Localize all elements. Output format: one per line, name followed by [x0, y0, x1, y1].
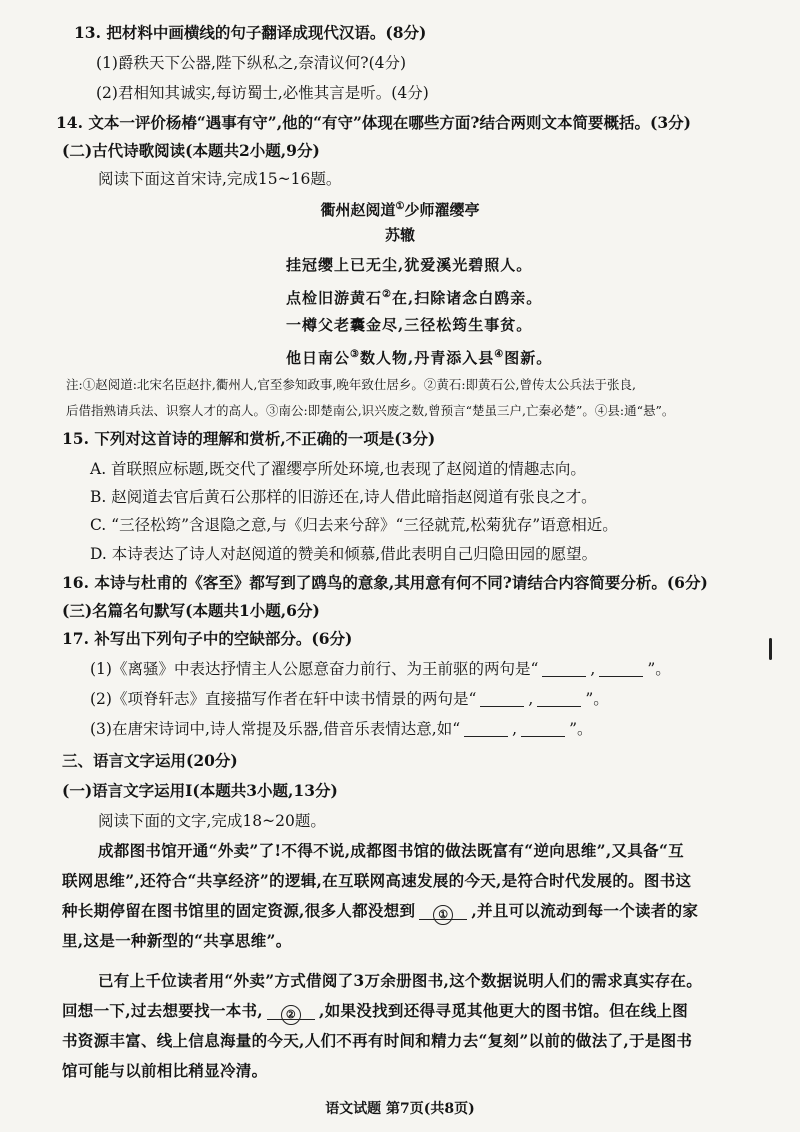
passage-p2-line4: 馆可能与以前相比稍显冷清。 — [62, 1061, 268, 1080]
blank-marker-2: ② — [281, 1005, 301, 1025]
poem-line-2-note: ② — [382, 289, 392, 300]
q17-comma: , — [512, 720, 518, 738]
q17-blank-2b[interactable] — [537, 690, 581, 707]
q17-blank-1a[interactable] — [542, 660, 586, 677]
poem-line-4b: 数人物,丹青添入县 — [359, 349, 495, 367]
poem-title-part1: 衢州赵阅道 — [320, 201, 396, 219]
poem-title-part2: 少师濯缨亭 — [404, 201, 480, 219]
poem-notes-line1: 注:①赵阅道:北宋名臣赵抃,衢州人,官至参知政事,晚年致仕居乡。②黄石:即黄石公,曾传太公兵法于张良, — [66, 377, 637, 392]
page-footer: 语文试题 第7页(共8页) — [325, 1101, 475, 1117]
q15-option-d: D. 本诗表达了诗人对赵阅道的赞美和倾慕,借此表明自己归隐田园的愿望。 — [90, 545, 598, 563]
poem-line-3: 一樽父老囊金尽,三径松筠生事贫。 — [286, 316, 533, 334]
q17-comma: , — [590, 660, 596, 678]
q15-option-b: B. 赵阅道去官后黄石公那样的旧游还在,诗人借此暗指赵阅道有张良之才。 — [90, 488, 597, 506]
q16-stem: 16. 本诗与杜甫的《客至》都写到了鸥鸟的意象,其用意有何不同?请结合内容简要分析。(6分) — [62, 573, 708, 592]
q13-sub1: (1)爵秩天下公器,陛下纵私之,奈清议何?(4分) — [96, 54, 407, 72]
q17-close: ”。 — [585, 690, 609, 708]
passage-p1-line3-post: ,并且可以流动到每一个读者的家 — [471, 901, 699, 920]
q17-close: ”。 — [569, 720, 593, 738]
poem-line-4 — [286, 344, 552, 369]
part-3-heading: 三、语言文字运用(20分) — [62, 751, 238, 770]
q13-stem: 13. 把材料中画横线的句子翻译成现代汉语。(8分) — [74, 23, 427, 42]
poem-line-4-note2: ④ — [494, 349, 505, 360]
section-3-heading: (三)名篇名句默写(本题共1小题,6分) — [62, 601, 320, 620]
passage-p2-line1: 已有上千位读者用“外卖”方式借阅了3万余册图书,这个数据说明人们的需求真实存在。 — [98, 971, 703, 990]
q17-item-3 — [90, 718, 593, 740]
passage-p2-line2 — [62, 1000, 688, 1022]
q17-item-1 — [90, 658, 671, 680]
poem-line-2 — [286, 284, 542, 309]
passage-blank-1[interactable] — [419, 903, 467, 920]
poem-line-2a: 点检旧游黄石 — [286, 289, 383, 307]
margin-mark — [769, 638, 772, 660]
section-2-heading: (二)古代诗歌阅读(本题共2小题,9分) — [62, 141, 320, 160]
q17-close: ”。 — [647, 660, 671, 678]
part-3-subheading: (一)语言文字运用Ⅰ(本题共3小题,13分) — [62, 781, 338, 800]
passage-p1-line3-pre: 种长期停留在图书馆里的固定资源,很多人都没想到 — [62, 901, 416, 920]
poem-line-4-note1: ③ — [350, 349, 360, 360]
q17-comma: , — [528, 690, 534, 708]
passage-p1-line4: 里,这是一种新型的“共享思维”。 — [62, 931, 292, 950]
part-3-intro: 阅读下面的文字,完成18~20题。 — [98, 812, 326, 830]
q17-stem: 17. 补写出下列句子中的空缺部分。(6分) — [62, 629, 353, 648]
q15-option-a: A. 首联照应标题,既交代了濯缨亭所处环境,也表现了赵阅道的情趣志向。 — [90, 460, 586, 478]
poem-title — [0, 196, 800, 221]
poem-author: 苏辙 — [384, 226, 415, 244]
poem-line-1: 挂冠缨上已无尘,犹爱溪光碧照人。 — [286, 256, 533, 274]
q13-sub2: (2)君相知其诚实,每访蜀士,必惟其言是听。(4分) — [96, 84, 429, 102]
poem-line-2b: 在,扫除诸念白鸥亲。 — [391, 289, 543, 307]
poem-line-4c: 图新。 — [504, 349, 553, 367]
passage-p1-line3 — [62, 900, 698, 922]
passage-p2-line2-pre: 回想一下,过去想要找一本书, — [62, 1001, 263, 1020]
q17-item-2-text: (2)《项脊轩志》直接描写作者在轩中读书情景的两句是“ — [90, 690, 477, 708]
q15-option-c: C. “三径松筠”含退隐之意,与《归去来兮辞》“三径就荒,松菊犹存”语意相近。 — [90, 516, 618, 534]
q17-item-1-text: (1)《离骚》中表达抒情主人公愿意奋力前行、为王前驱的两句是“ — [90, 660, 539, 678]
passage-p2-line2-post: ,如果没找到还得寻觅其他更大的图书馆。但在线上图 — [319, 1001, 689, 1020]
q15-stem: 15. 下列对这首诗的理解和赏析,不正确的一项是(3分) — [62, 429, 436, 448]
poem-notes-line2: 后借指熟请兵法、识察人才的高人。③南公:即楚南公,识兴废之数,曾预言“楚虽三户,亡秦必楚”。④县:通“悬”。 — [66, 403, 675, 418]
poem-line-4a: 他日南公 — [286, 349, 351, 367]
q17-blank-2a[interactable] — [480, 690, 524, 707]
passage-p2-line3: 书资源丰富、线上信息海量的今天,人们不再有时间和精力去“复刻”以前的做法了,于是图书 — [62, 1031, 693, 1050]
passage-p1-line2: 联网思维”,还符合“共享经济”的逻辑,在互联网高速发展的今天,是符合时代发展的。图书这 — [62, 871, 692, 890]
blank-marker-1: ① — [433, 905, 453, 925]
q17-blank-1b[interactable] — [599, 660, 643, 677]
passage-p1-line1: 成都图书馆开通“外卖”了!不得不说,成都图书馆的做法既富有“逆向思维”,又具备“互 — [98, 841, 684, 860]
q17-blank-3b[interactable] — [521, 720, 565, 737]
passage-blank-2[interactable] — [267, 1003, 315, 1020]
q17-blank-3a[interactable] — [464, 720, 508, 737]
section-2-intro: 阅读下面这首宋诗,完成15~16题。 — [98, 170, 342, 188]
poem-title-note-mark: ① — [395, 201, 405, 212]
q17-item-3-text: (3)在唐宋诗词中,诗人常提及乐器,借音乐表情达意,如“ — [90, 720, 461, 738]
q14-stem: 14. 文本一评价杨椿“遇事有守”,他的“有守”体现在哪些方面?结合两则文本简要概括。(3分) — [56, 113, 691, 132]
q17-item-2 — [90, 688, 609, 710]
